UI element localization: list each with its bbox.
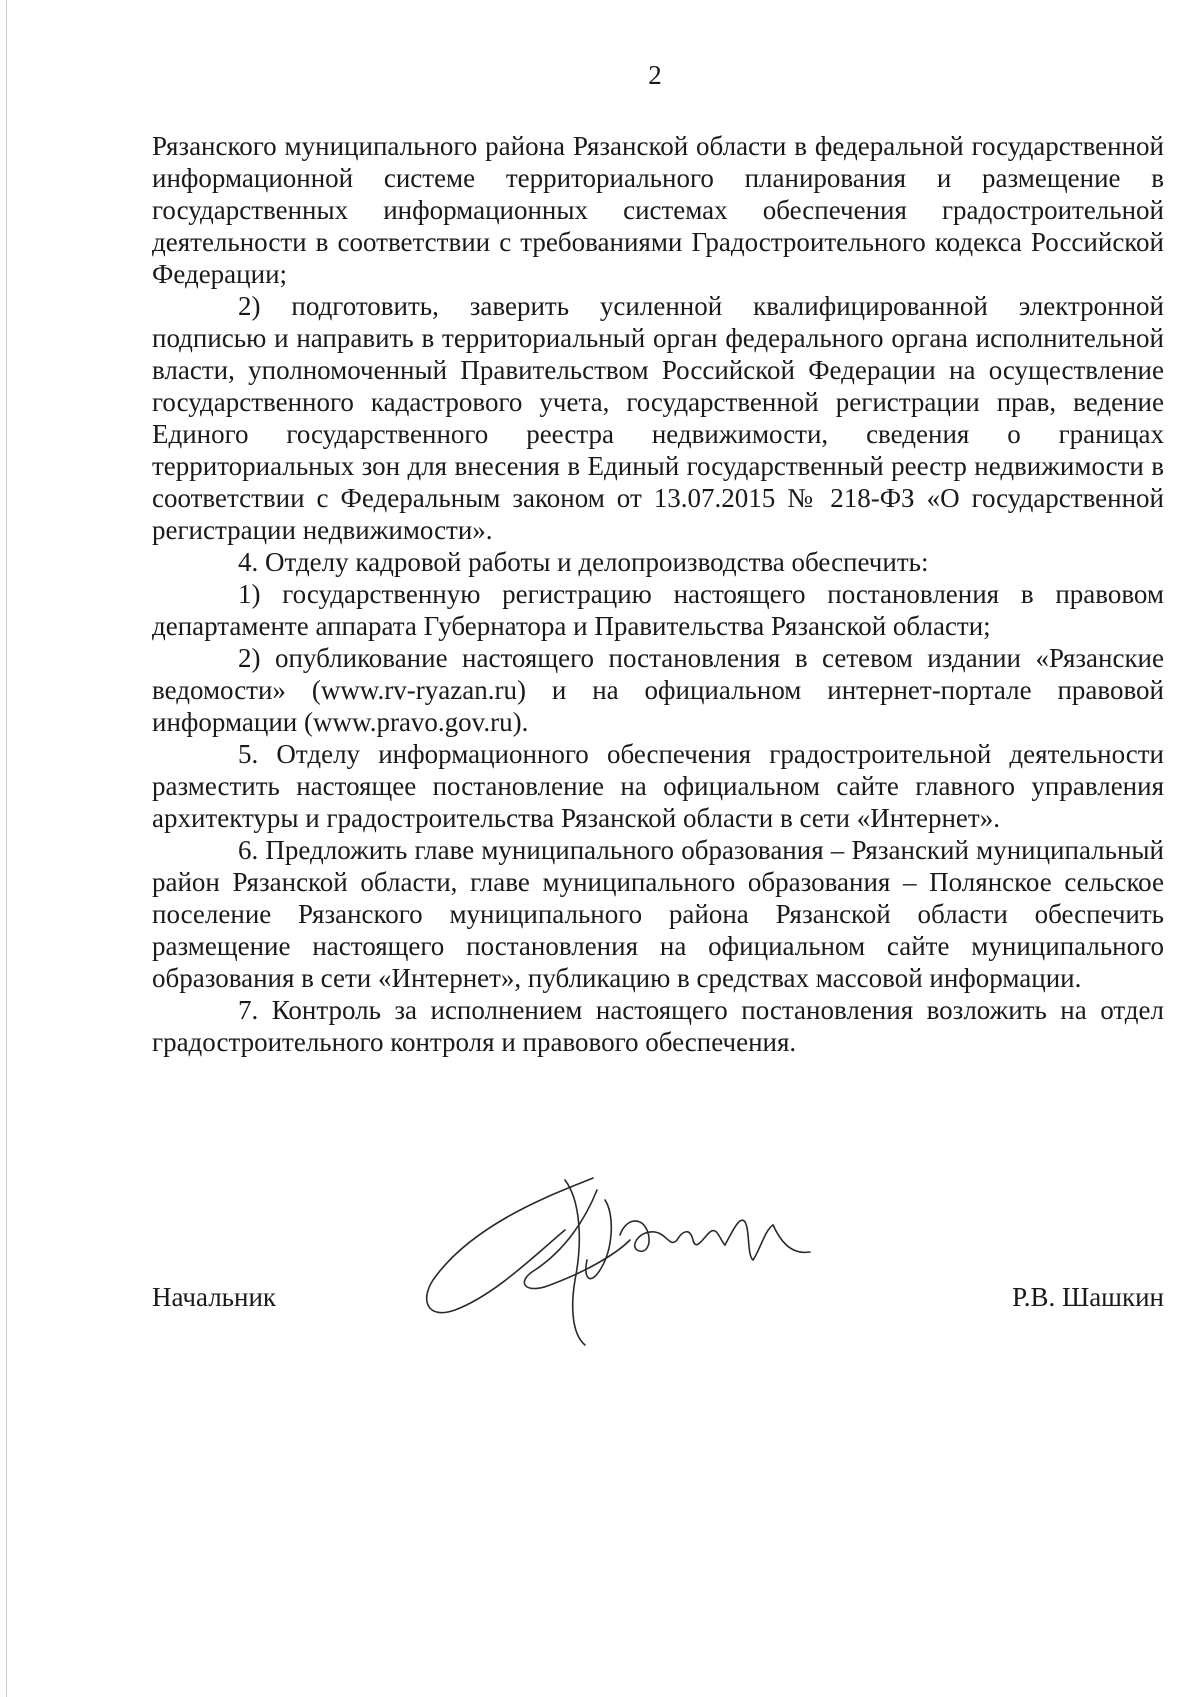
signatory-name: Р.В. Шашкин <box>1012 1282 1164 1312</box>
paragraph-point-7: 7. Контроль за исполнением настоящего постановления возложить на отдел градостроительного контроля и правового обеспечения. <box>152 995 1164 1057</box>
paragraph-point-6: 6. Предложить главе муниципального образования – Рязанский муниципальный район Рязанской области, главе муниципального образования – Полянское сельское поселение Рязанского муниципального района Рязанской области обеспечить размещение настоящего постановления на официальном сайте муниципального образования в сети «Интернет», публикацию в средствах массовой информации. <box>152 835 1164 993</box>
paragraph-item-2-egrn: 2) подготовить, заверить усиленной квалифицированной электронной подписью и направить в территориальный орган федерального органа исполнительной власти, уполномоченный Правительством Российской Федерации на осуществление государственного кадастрового учета, государственной регистрации прав, ведение Единого государственного реестра недвижимости, сведения о границах территориальных зон для внесения в Единый государственный реестр недвижимости в соответствии с Федеральным законом от 13.07.2015 № 218-ФЗ «О государственной регистрации недвижимости». <box>152 291 1164 545</box>
paragraph-point-5: 5. Отделу информационного обеспечения градостроительной деятельности разместить настоящее постановление на официальном сайте главного управления архитектуры и градостроительства Рязанской области в сети «Интернет». <box>152 739 1164 833</box>
signature-block <box>152 1282 1164 1326</box>
paragraph-point-4-item-1: 1) государственную регистрацию настоящего постановления в правовом департаменте аппарата Губернатора и Правительства Рязанской области; <box>152 579 1164 641</box>
document-body <box>152 130 1164 1058</box>
scan-edge-line <box>6 0 7 1697</box>
paragraph-point-4-item-2: 2) опубликование настоящего постановления в сетевом издании «Рязанские ведомости» (www.rv-ryazan.ru) и на официальном интернет-портале правовой информации (www.pravo.gov.ru). <box>152 643 1164 737</box>
signatory-title: Начальник <box>152 1282 277 1312</box>
paragraph-point-4: 4. Отделу кадровой работы и делопроизводства обеспечить: <box>238 547 929 577</box>
paragraph-continuation: Рязанского муниципального района Рязанской области в федеральной государственной информационной системе территориального планирования и размещение в государственных информационных системах обеспечения градостроительной деятельности в соответствии с требованиями Градостроительного кодекса Российской Федерации; <box>152 131 1164 289</box>
page-number: 2 <box>648 60 662 90</box>
